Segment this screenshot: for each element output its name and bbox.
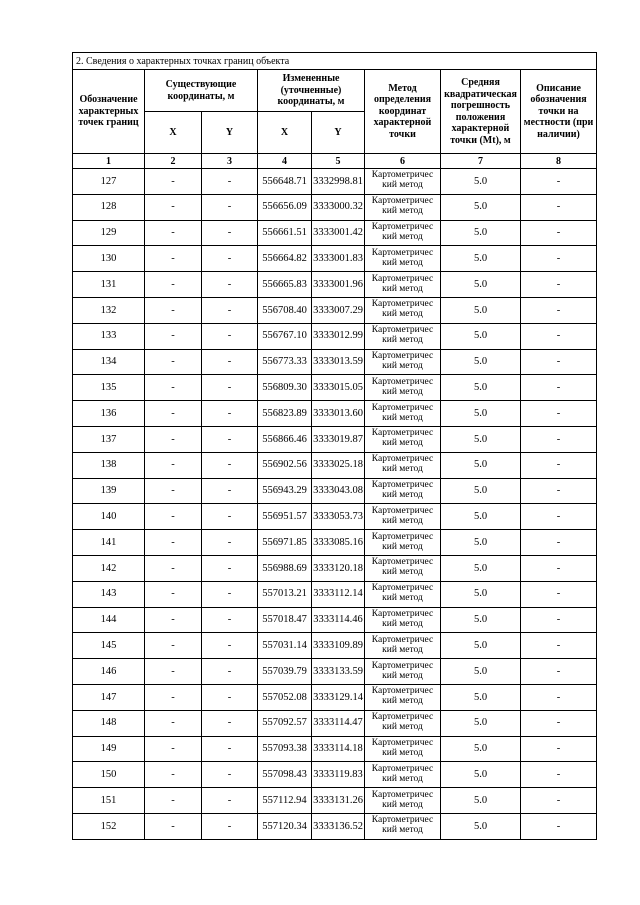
table-row	[73, 684, 597, 710]
existing-y-cell: -	[202, 426, 258, 452]
rmse-cell: 5.0	[441, 169, 521, 195]
column-number: 1	[73, 154, 145, 169]
existing-x-cell: -	[145, 194, 202, 220]
existing-x-cell: -	[145, 607, 202, 633]
method-cell: Картометричес кий метод	[365, 633, 441, 659]
method-cell: Картометричес кий метод	[365, 813, 441, 839]
description-cell: -	[521, 659, 597, 685]
table-row	[73, 504, 597, 530]
rmse-cell: 5.0	[441, 401, 521, 427]
method-cell: Картометричес кий метод	[365, 246, 441, 272]
existing-y-cell: -	[202, 659, 258, 685]
existing-x-cell: -	[145, 762, 202, 788]
method-cell: Картометричес кий метод	[365, 349, 441, 375]
changed-y-cell: 3333129.14	[312, 684, 365, 710]
table-row	[73, 272, 597, 298]
rmse-cell: 5.0	[441, 659, 521, 685]
column-number: 7	[441, 154, 521, 169]
method-cell: Картометричес кий метод	[365, 607, 441, 633]
rmse-cell: 5.0	[441, 478, 521, 504]
existing-x-cell: -	[145, 530, 202, 556]
method-cell: Картометричес кий метод	[365, 555, 441, 581]
existing-y-cell: -	[202, 323, 258, 349]
existing-x-cell: -	[145, 710, 202, 736]
existing-y-cell: -	[202, 297, 258, 323]
changed-y-cell: 3333053.73	[312, 504, 365, 530]
existing-y-cell: -	[202, 581, 258, 607]
existing-y-cell: -	[202, 710, 258, 736]
description-cell: -	[521, 813, 597, 839]
rmse-cell: 5.0	[441, 762, 521, 788]
table-row	[73, 426, 597, 452]
existing-x-cell: -	[145, 297, 202, 323]
method-cell: Картометричес кий метод	[365, 659, 441, 685]
changed-y-cell: 3332998.81	[312, 169, 365, 195]
existing-x-cell: -	[145, 633, 202, 659]
header-method: Метод определения координат характерной точки	[365, 70, 441, 154]
column-number: 2	[145, 154, 202, 169]
point-number-cell: 143	[73, 581, 145, 607]
header-existing-x: X	[145, 112, 202, 154]
changed-x-cell: 556664.82	[258, 246, 312, 272]
changed-y-cell: 3333120.18	[312, 555, 365, 581]
description-cell: -	[521, 736, 597, 762]
existing-x-cell: -	[145, 349, 202, 375]
point-number-cell: 139	[73, 478, 145, 504]
changed-x-cell: 556866.46	[258, 426, 312, 452]
section-title: 2. Сведения о характерных точках границ объекта	[73, 53, 597, 70]
description-cell: -	[521, 555, 597, 581]
existing-x-cell: -	[145, 788, 202, 814]
changed-x-cell: 557013.21	[258, 581, 312, 607]
method-cell: Картометричес кий метод	[365, 452, 441, 478]
point-number-cell: 129	[73, 220, 145, 246]
rmse-cell: 5.0	[441, 710, 521, 736]
rmse-cell: 5.0	[441, 813, 521, 839]
existing-x-cell: -	[145, 375, 202, 401]
existing-x-cell: -	[145, 401, 202, 427]
existing-x-cell: -	[145, 272, 202, 298]
description-cell: -	[521, 272, 597, 298]
header-existing: Существующие координаты, м	[145, 70, 258, 112]
point-number-cell: 145	[73, 633, 145, 659]
existing-x-cell: -	[145, 246, 202, 272]
existing-y-cell: -	[202, 401, 258, 427]
point-number-cell: 146	[73, 659, 145, 685]
existing-y-cell: -	[202, 194, 258, 220]
table-row	[73, 736, 597, 762]
existing-x-cell: -	[145, 426, 202, 452]
table-row	[73, 478, 597, 504]
point-number-cell: 141	[73, 530, 145, 556]
rmse-cell: 5.0	[441, 607, 521, 633]
point-number-cell: 135	[73, 375, 145, 401]
header-point: Обозначение характерных точек границ	[73, 70, 145, 154]
changed-x-cell: 556773.33	[258, 349, 312, 375]
changed-y-cell: 3333025.18	[312, 452, 365, 478]
rmse-cell: 5.0	[441, 194, 521, 220]
rmse-cell: 5.0	[441, 555, 521, 581]
description-cell: -	[521, 762, 597, 788]
table-row	[73, 297, 597, 323]
changed-y-cell: 3333013.60	[312, 401, 365, 427]
rmse-cell: 5.0	[441, 581, 521, 607]
point-number-cell: 152	[73, 813, 145, 839]
table-row	[73, 220, 597, 246]
changed-y-cell: 3333043.08	[312, 478, 365, 504]
changed-x-cell: 557120.34	[258, 813, 312, 839]
existing-y-cell: -	[202, 452, 258, 478]
point-number-cell: 128	[73, 194, 145, 220]
changed-x-cell: 556708.40	[258, 297, 312, 323]
existing-y-cell: -	[202, 555, 258, 581]
existing-y-cell: -	[202, 736, 258, 762]
existing-x-cell: -	[145, 478, 202, 504]
changed-y-cell: 3333114.18	[312, 736, 365, 762]
column-number: 3	[202, 154, 258, 169]
method-cell: Картометричес кий метод	[365, 478, 441, 504]
changed-x-cell: 556665.83	[258, 272, 312, 298]
point-number-cell: 150	[73, 762, 145, 788]
existing-x-cell: -	[145, 452, 202, 478]
point-number-cell: 132	[73, 297, 145, 323]
existing-y-cell: -	[202, 349, 258, 375]
changed-x-cell: 556767.10	[258, 323, 312, 349]
existing-y-cell: -	[202, 607, 258, 633]
table-row	[73, 555, 597, 581]
changed-x-cell: 556971.85	[258, 530, 312, 556]
method-cell: Картометричес кий метод	[365, 684, 441, 710]
coordinates-table	[72, 52, 597, 840]
rmse-cell: 5.0	[441, 323, 521, 349]
description-cell: -	[521, 375, 597, 401]
point-number-cell: 144	[73, 607, 145, 633]
description-cell: -	[521, 246, 597, 272]
table-row	[73, 246, 597, 272]
column-number: 6	[365, 154, 441, 169]
changed-x-cell: 556951.57	[258, 504, 312, 530]
changed-y-cell: 3333114.47	[312, 710, 365, 736]
changed-y-cell: 3333131.26	[312, 788, 365, 814]
changed-x-cell: 557093.38	[258, 736, 312, 762]
method-cell: Картометричес кий метод	[365, 169, 441, 195]
changed-y-cell: 3333119.83	[312, 762, 365, 788]
table-row	[73, 349, 597, 375]
changed-y-cell: 3333133.59	[312, 659, 365, 685]
table-row	[73, 788, 597, 814]
existing-y-cell: -	[202, 530, 258, 556]
existing-y-cell: -	[202, 633, 258, 659]
existing-y-cell: -	[202, 788, 258, 814]
header-existing-y: Y	[202, 112, 258, 154]
header-changed: Измененные (уточненные) координаты, м	[258, 70, 365, 112]
description-cell: -	[521, 478, 597, 504]
description-cell: -	[521, 788, 597, 814]
description-cell: -	[521, 194, 597, 220]
existing-x-cell: -	[145, 504, 202, 530]
point-number-cell: 138	[73, 452, 145, 478]
header-rmse: Средняя квадратическая погрешность положения характерной точки (Mt), м	[441, 70, 521, 154]
rmse-cell: 5.0	[441, 684, 521, 710]
description-cell: -	[521, 323, 597, 349]
column-number: 8	[521, 154, 597, 169]
rmse-cell: 5.0	[441, 246, 521, 272]
point-number-cell: 133	[73, 323, 145, 349]
rmse-cell: 5.0	[441, 375, 521, 401]
existing-y-cell: -	[202, 246, 258, 272]
point-number-cell: 137	[73, 426, 145, 452]
rmse-cell: 5.0	[441, 297, 521, 323]
changed-x-cell: 556943.29	[258, 478, 312, 504]
table-row	[73, 633, 597, 659]
changed-y-cell: 3333001.96	[312, 272, 365, 298]
changed-y-cell: 3333114.46	[312, 607, 365, 633]
header-changed-x: X	[258, 112, 312, 154]
method-cell: Картометричес кий метод	[365, 762, 441, 788]
existing-y-cell: -	[202, 504, 258, 530]
changed-x-cell: 557039.79	[258, 659, 312, 685]
description-cell: -	[521, 220, 597, 246]
existing-x-cell: -	[145, 169, 202, 195]
description-cell: -	[521, 581, 597, 607]
table-row	[73, 762, 597, 788]
column-numbers-row	[73, 154, 597, 169]
changed-x-cell: 556661.51	[258, 220, 312, 246]
table-body	[73, 53, 597, 840]
existing-y-cell: -	[202, 762, 258, 788]
changed-y-cell: 3333015.05	[312, 375, 365, 401]
description-cell: -	[521, 684, 597, 710]
changed-y-cell: 3333013.59	[312, 349, 365, 375]
rmse-cell: 5.0	[441, 426, 521, 452]
changed-x-cell: 556656.09	[258, 194, 312, 220]
method-cell: Картометричес кий метод	[365, 530, 441, 556]
changed-x-cell: 557052.08	[258, 684, 312, 710]
method-cell: Картометричес кий метод	[365, 375, 441, 401]
existing-y-cell: -	[202, 220, 258, 246]
existing-x-cell: -	[145, 581, 202, 607]
existing-x-cell: -	[145, 659, 202, 685]
existing-x-cell: -	[145, 684, 202, 710]
point-number-cell: 140	[73, 504, 145, 530]
changed-y-cell: 3333136.52	[312, 813, 365, 839]
description-cell: -	[521, 633, 597, 659]
description-cell: -	[521, 607, 597, 633]
rmse-cell: 5.0	[441, 736, 521, 762]
existing-y-cell: -	[202, 272, 258, 298]
rmse-cell: 5.0	[441, 452, 521, 478]
method-cell: Картометричес кий метод	[365, 426, 441, 452]
changed-x-cell: 557092.57	[258, 710, 312, 736]
existing-y-cell: -	[202, 813, 258, 839]
existing-x-cell: -	[145, 813, 202, 839]
existing-x-cell: -	[145, 736, 202, 762]
description-cell: -	[521, 349, 597, 375]
header-row	[73, 70, 597, 112]
changed-y-cell: 3333001.83	[312, 246, 365, 272]
description-cell: -	[521, 710, 597, 736]
column-number: 5	[312, 154, 365, 169]
table-row	[73, 452, 597, 478]
table-row	[73, 813, 597, 839]
description-cell: -	[521, 426, 597, 452]
existing-x-cell: -	[145, 323, 202, 349]
rmse-cell: 5.0	[441, 530, 521, 556]
table-row	[73, 323, 597, 349]
point-number-cell: 131	[73, 272, 145, 298]
point-number-cell: 134	[73, 349, 145, 375]
changed-x-cell: 556902.56	[258, 452, 312, 478]
existing-y-cell: -	[202, 375, 258, 401]
method-cell: Картометричес кий метод	[365, 323, 441, 349]
changed-y-cell: 3333019.87	[312, 426, 365, 452]
changed-y-cell: 3333112.14	[312, 581, 365, 607]
method-cell: Картометричес кий метод	[365, 194, 441, 220]
existing-y-cell: -	[202, 478, 258, 504]
table-row	[73, 530, 597, 556]
changed-y-cell: 3333001.42	[312, 220, 365, 246]
point-number-cell: 130	[73, 246, 145, 272]
existing-y-cell: -	[202, 169, 258, 195]
table-row	[73, 169, 597, 195]
changed-x-cell: 557098.43	[258, 762, 312, 788]
table-row	[73, 194, 597, 220]
table-row	[73, 581, 597, 607]
changed-x-cell: 556988.69	[258, 555, 312, 581]
changed-y-cell: 3333085.16	[312, 530, 365, 556]
changed-y-cell: 3333000.32	[312, 194, 365, 220]
column-number: 4	[258, 154, 312, 169]
rmse-cell: 5.0	[441, 272, 521, 298]
description-cell: -	[521, 452, 597, 478]
description-cell: -	[521, 169, 597, 195]
changed-x-cell: 557031.14	[258, 633, 312, 659]
table-row	[73, 375, 597, 401]
changed-x-cell: 556809.30	[258, 375, 312, 401]
point-number-cell: 136	[73, 401, 145, 427]
changed-x-cell: 556648.71	[258, 169, 312, 195]
method-cell: Картометричес кий метод	[365, 581, 441, 607]
method-cell: Картометричес кий метод	[365, 710, 441, 736]
existing-x-cell: -	[145, 220, 202, 246]
rmse-cell: 5.0	[441, 349, 521, 375]
method-cell: Картометричес кий метод	[365, 504, 441, 530]
point-number-cell: 127	[73, 169, 145, 195]
existing-y-cell: -	[202, 684, 258, 710]
point-number-cell: 148	[73, 710, 145, 736]
method-cell: Картометричес кий метод	[365, 220, 441, 246]
point-number-cell: 149	[73, 736, 145, 762]
description-cell: -	[521, 504, 597, 530]
header-changed-y: Y	[312, 112, 365, 154]
point-number-cell: 147	[73, 684, 145, 710]
section-row	[73, 53, 597, 70]
method-cell: Картометричес кий метод	[365, 297, 441, 323]
changed-y-cell: 3333109.89	[312, 633, 365, 659]
point-number-cell: 142	[73, 555, 145, 581]
changed-x-cell: 557018.47	[258, 607, 312, 633]
method-cell: Картометричес кий метод	[365, 736, 441, 762]
table-row	[73, 607, 597, 633]
rmse-cell: 5.0	[441, 504, 521, 530]
description-cell: -	[521, 530, 597, 556]
method-cell: Картометричес кий метод	[365, 401, 441, 427]
changed-x-cell: 557112.94	[258, 788, 312, 814]
changed-y-cell: 3333007.29	[312, 297, 365, 323]
method-cell: Картометричес кий метод	[365, 272, 441, 298]
table-row	[73, 710, 597, 736]
method-cell: Картометричес кий метод	[365, 788, 441, 814]
rmse-cell: 5.0	[441, 633, 521, 659]
rmse-cell: 5.0	[441, 788, 521, 814]
changed-x-cell: 556823.89	[258, 401, 312, 427]
header-description: Описание обозначения точки на местности (при наличии)	[521, 70, 597, 154]
table-row	[73, 401, 597, 427]
existing-x-cell: -	[145, 555, 202, 581]
changed-y-cell: 3333012.99	[312, 323, 365, 349]
description-cell: -	[521, 401, 597, 427]
rmse-cell: 5.0	[441, 220, 521, 246]
description-cell: -	[521, 297, 597, 323]
point-number-cell: 151	[73, 788, 145, 814]
table-row	[73, 659, 597, 685]
